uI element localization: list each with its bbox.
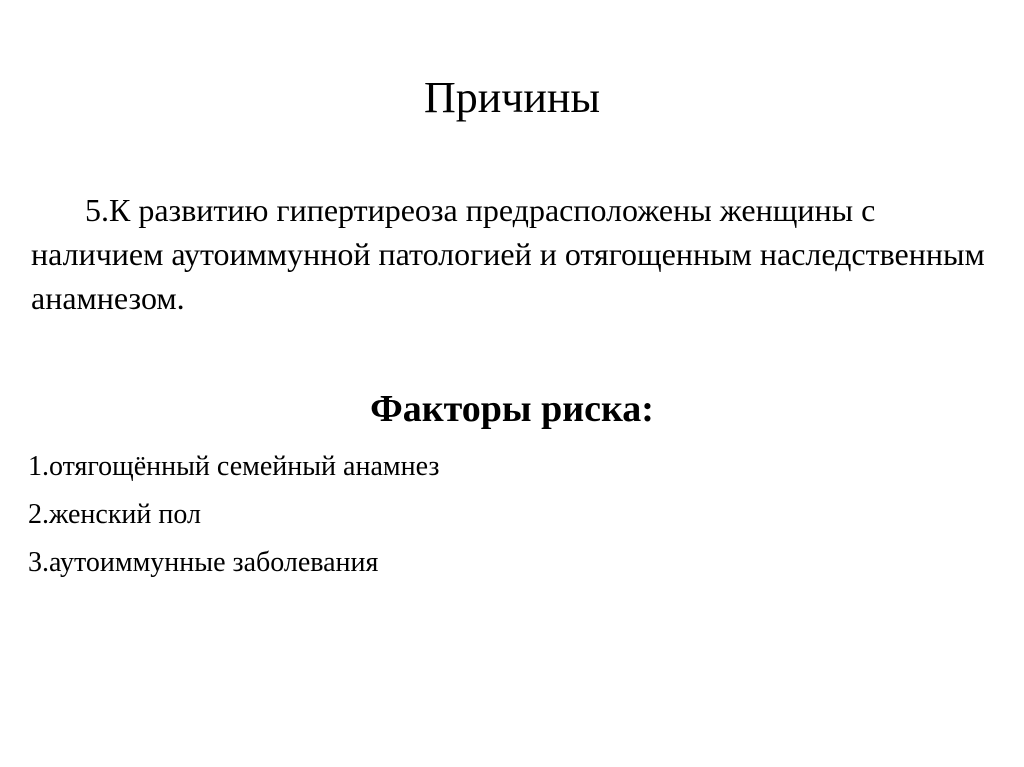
list-item: 1.отягощённый семейный анамнез [28, 451, 440, 482]
risk-factors-heading: Факторы риска: [370, 388, 654, 430]
slide-title: Причины [423, 73, 601, 122]
cause-paragraph: 5.К развитию гипертиреоза предрасположены женщины с наличием аутоиммунной патологией и отягощенным наследственным анамнезом. [31, 192, 985, 316]
risk-factors-list [28, 443, 988, 587]
list-item: 3.аутоиммунные заболевания [28, 547, 379, 578]
list-item: 2.женский пол [28, 499, 201, 530]
